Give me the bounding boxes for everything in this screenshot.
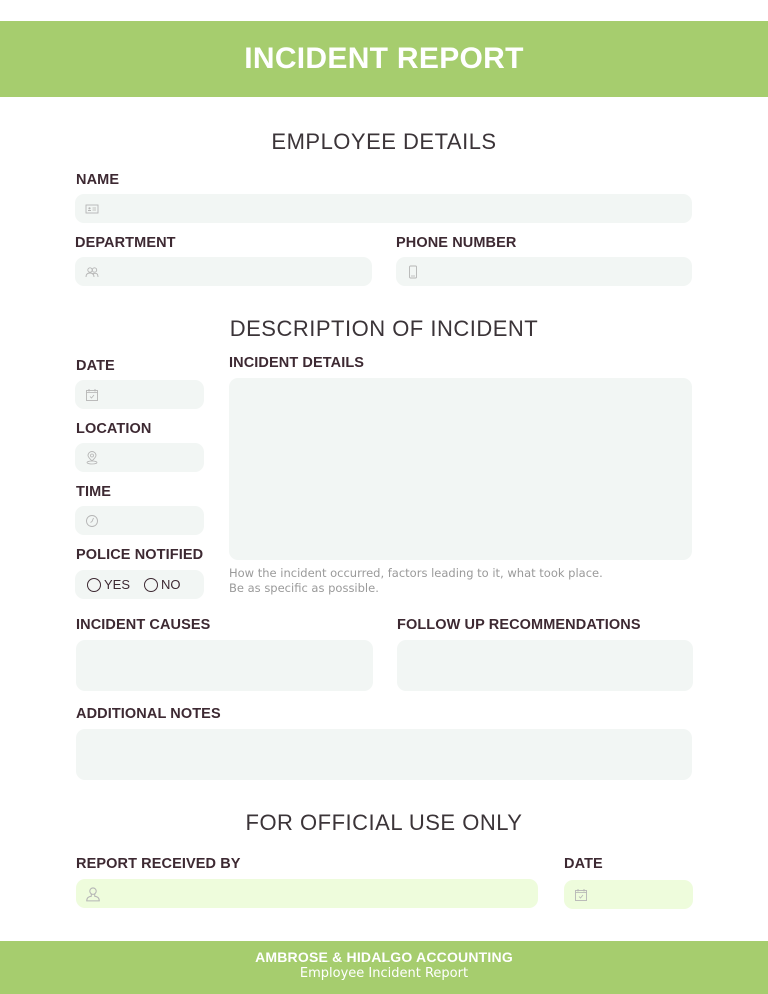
- id-card-icon: [85, 202, 99, 216]
- official-date-field[interactable]: [564, 880, 693, 909]
- incident-details-label: INCIDENT DETAILS: [229, 355, 365, 371]
- report-received-by-field[interactable]: [76, 879, 538, 908]
- police-notified-no[interactable]: [144, 577, 181, 592]
- radio-label-no: NO: [161, 577, 181, 592]
- additional-notes-textarea[interactable]: [76, 729, 692, 780]
- incident-details-textarea[interactable]: [229, 378, 692, 560]
- name-label: NAME: [76, 172, 120, 188]
- time-field[interactable]: [75, 506, 204, 535]
- additional-notes-label: ADDITIONAL NOTES: [76, 706, 221, 722]
- police-notified-radio-group: [75, 570, 204, 599]
- section-title-official-use: FOR OFFICIAL USE ONLY: [245, 810, 523, 835]
- section-title-description: DESCRIPTION OF INCIDENT: [229, 316, 539, 341]
- name-field[interactable]: [75, 194, 692, 223]
- location-field[interactable]: [75, 443, 204, 472]
- follow-up-label: FOLLOW UP RECOMMENDATIONS: [397, 617, 641, 633]
- report-received-by-label: REPORT RECEIVED BY: [76, 856, 241, 872]
- hint-line-1: How the incident occurred, factors leading to it, what took place.: [229, 566, 603, 580]
- footer-subtitle: Employee Incident Report: [299, 966, 469, 981]
- follow-up-textarea[interactable]: [397, 640, 693, 691]
- location-pin-icon: [85, 451, 99, 465]
- hint-line-2: Be as specific as possible.: [229, 581, 379, 595]
- incident-date-field[interactable]: [75, 380, 204, 409]
- company-name: AMBROSE & HIDALGO ACCOUNTING: [255, 949, 513, 965]
- department-field[interactable]: [75, 257, 372, 286]
- police-notified-yes[interactable]: [87, 577, 130, 592]
- official-date-label: DATE: [564, 856, 603, 872]
- calendar-icon: [574, 888, 588, 902]
- phone-number-field[interactable]: [396, 257, 692, 286]
- people-icon: [85, 265, 99, 279]
- location-label: LOCATION: [76, 421, 152, 437]
- police-notified-label: POLICE NOTIFIED: [76, 547, 204, 563]
- person-icon: [85, 886, 101, 902]
- radio-button-no[interactable]: [144, 578, 158, 592]
- department-label: DEPARTMENT: [75, 235, 176, 251]
- incident-causes-label: INCIDENT CAUSES: [76, 617, 211, 633]
- date-label: DATE: [76, 358, 115, 374]
- radio-label-yes: YES: [104, 577, 131, 592]
- phone-number-label: PHONE NUMBER: [396, 235, 517, 251]
- mobile-phone-icon: [406, 265, 420, 279]
- section-title-employee-details: EMPLOYEE DETAILS: [271, 129, 497, 154]
- incident-details-hint: [229, 566, 603, 596]
- clock-icon: [85, 514, 99, 528]
- radio-button-yes[interactable]: [87, 578, 101, 592]
- report-footer: [0, 941, 768, 994]
- page-title: INCIDENT REPORT: [244, 42, 524, 75]
- report-header: [0, 21, 768, 97]
- incident-causes-textarea[interactable]: [76, 640, 373, 691]
- time-label: TIME: [76, 484, 112, 500]
- calendar-icon: [85, 388, 99, 402]
